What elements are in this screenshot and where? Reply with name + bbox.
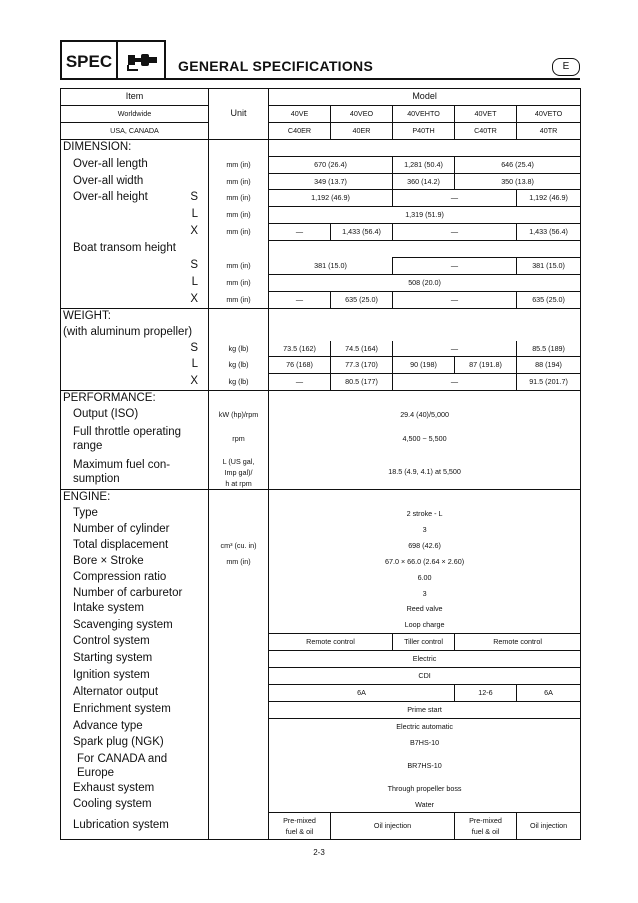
unit-cell: mm (in) <box>209 258 269 275</box>
value-cell: 73.5 (162) <box>269 341 331 357</box>
row-label: Compression ratio <box>73 570 167 583</box>
value-cell: — <box>393 341 517 357</box>
table-row <box>61 634 581 651</box>
model-cell: 40TR <box>517 122 581 139</box>
unit-cell: mm (in) <box>209 207 269 224</box>
value-cell: 76 (168) <box>269 357 331 374</box>
value-cell: Remote control <box>269 634 393 651</box>
variant-label: X <box>190 375 198 388</box>
table-row <box>61 506 581 522</box>
value-cell: 698 (42.6) <box>269 538 581 554</box>
table-row <box>61 139 581 156</box>
value-cell: 349 (13.7) <box>269 173 393 190</box>
spec-label: SPEC <box>60 40 118 80</box>
table-row <box>61 735 581 751</box>
unit-cell: mm (in) <box>209 156 269 173</box>
page-title: GENERAL SPECIFICATIONS <box>178 58 374 74</box>
table-row <box>61 617 581 633</box>
value-cell: 1,281 (50.4) <box>393 156 455 173</box>
value-cell: 87 (191.8) <box>455 357 517 374</box>
value-cell: 6A <box>269 684 455 701</box>
unit-line: Imp gal)/ <box>224 467 253 477</box>
variant-label: X <box>190 225 198 238</box>
unit-cell: kg (lb) <box>209 374 269 391</box>
table-row <box>61 538 581 554</box>
value-cell: 77.3 (170) <box>331 357 393 374</box>
model-cell: C40TR <box>455 122 517 139</box>
model-cell: 40VET <box>455 105 517 122</box>
value-cell: — <box>269 374 331 391</box>
row-label: Output (ISO) <box>73 408 139 421</box>
value-cell: 646 (25.4) <box>455 156 581 173</box>
row-label: Enrichment system <box>73 702 171 715</box>
model-header: Model <box>269 89 581 106</box>
value-cell: — <box>393 258 517 275</box>
row-label: Ignition system <box>73 669 150 682</box>
value-cell: 2 stroke - L <box>269 506 581 522</box>
row-label: Bore × Stroke <box>73 554 144 567</box>
value-cell: — <box>393 291 517 308</box>
model-cell: 40VETO <box>517 105 581 122</box>
variant-label: S <box>190 259 198 272</box>
table-row <box>61 105 581 122</box>
row-label-cont: Europe <box>77 766 115 779</box>
spec-table <box>60 88 581 840</box>
table-row <box>61 407 581 423</box>
table-row <box>61 156 581 173</box>
section-subtitle: (with aluminum propeller) <box>61 325 209 341</box>
value-cell: Oil injection <box>331 813 455 840</box>
model-cell: 40VE <box>269 105 331 122</box>
value-cell: 91.5 (201.7) <box>517 374 581 391</box>
table-row <box>61 308 581 324</box>
value-cell: 3 <box>269 586 581 602</box>
value-line: Pre-mixed <box>283 816 316 826</box>
table-row <box>61 207 581 224</box>
value-cell: 18.5 (4.9, 4.1) at 5,500 <box>269 455 581 490</box>
unit-cell: mm (in) <box>209 274 269 291</box>
table-row <box>61 341 581 357</box>
value-cell: Prime start <box>269 701 581 718</box>
table-row <box>61 490 581 506</box>
row-label: Boat transom height <box>73 242 176 255</box>
value-line: fuel & oil <box>471 827 500 837</box>
section-title: ENGINE: <box>61 490 209 506</box>
unit-cell: mm (in) <box>209 173 269 190</box>
table-row <box>61 797 581 813</box>
table-row <box>61 357 581 374</box>
value-cell: 12-6 <box>455 684 517 701</box>
model-cell: 40ER <box>331 122 393 139</box>
value-cell: 1,433 (56.4) <box>331 224 393 241</box>
value-cell: BR7HS-10 <box>269 751 581 781</box>
value-line: fuel & oil <box>285 827 314 837</box>
value-cell: 1,192 (46.9) <box>269 190 393 207</box>
value-cell: 670 (26.4) <box>269 156 393 173</box>
value-cell: Loop charge <box>269 617 581 633</box>
table-row <box>61 455 581 490</box>
table-row <box>61 325 581 341</box>
page-number: 2-3 <box>313 848 325 857</box>
row-label: Over-all width <box>73 174 144 187</box>
usa-label: USA, CANADA <box>61 122 209 139</box>
value-cell: 67.0 × 66.0 (2.64 × 2.60) <box>269 554 581 570</box>
unit-line: L (US gal, <box>222 456 255 466</box>
variant-label: L <box>191 275 198 288</box>
value-cell: 381 (15.0) <box>517 258 581 275</box>
value-cell: — <box>393 224 517 241</box>
header-rule <box>60 78 580 80</box>
table-header-row <box>61 89 581 106</box>
table-row <box>61 122 581 139</box>
row-label: Exhaust system <box>73 781 155 794</box>
variant-label: S <box>190 341 198 354</box>
value-cell: 74.5 (164) <box>331 341 393 357</box>
value-cell: 350 (13.8) <box>455 173 581 190</box>
value-cell: — <box>269 224 331 241</box>
table-row <box>61 274 581 291</box>
table-row <box>61 684 581 701</box>
row-label: Cooling system <box>73 797 152 810</box>
value-cell: Oil injection <box>517 813 581 840</box>
value-cell: B7HS-10 <box>269 735 581 751</box>
table-row <box>61 651 581 668</box>
section-title: DIMENSION: <box>61 139 209 156</box>
unit-cell: kW (hp)/rpm <box>209 407 269 423</box>
row-label: Total displacement <box>73 538 169 551</box>
row-label: Lubrication system <box>73 818 169 831</box>
value-cell: CDI <box>269 668 581 685</box>
row-label-cont: range <box>73 440 103 453</box>
value-cell: Electric <box>269 651 581 668</box>
language-badge: E <box>552 58 580 76</box>
table-row <box>61 586 581 602</box>
table-row <box>61 190 581 207</box>
model-cell: 40VEHTO <box>393 105 455 122</box>
value-cell: 1,319 (51.9) <box>269 207 581 224</box>
unit-cell: mm (in) <box>209 291 269 308</box>
value-cell: — <box>393 374 517 391</box>
unit-line: h at rpm <box>225 478 252 488</box>
value-cell: 1,192 (46.9) <box>517 190 581 207</box>
model-cell: C40ER <box>269 122 331 139</box>
value-cell: Reed valve <box>269 601 581 617</box>
table-row <box>61 781 581 797</box>
value-cell: — <box>269 291 331 308</box>
table-row <box>61 258 581 275</box>
value-cell: — <box>393 190 517 207</box>
unit-cell: mm (in) <box>209 190 269 207</box>
unit-cell: cm³ (cu. in) <box>209 538 269 554</box>
value-cell: 6.00 <box>269 570 581 586</box>
row-label: Scavenging system <box>73 618 173 631</box>
row-label: Advance type <box>73 719 143 732</box>
table-row <box>61 291 581 308</box>
row-label: Intake system <box>73 602 144 615</box>
value-cell: 6A <box>517 684 581 701</box>
table-row <box>61 751 581 781</box>
unit-cell: rpm <box>209 423 269 455</box>
section-title: PERFORMANCE: <box>61 391 209 407</box>
value-cell: 360 (14.2) <box>393 173 455 190</box>
row-label: Type <box>73 507 98 519</box>
value-cell: 1,433 (56.4) <box>517 224 581 241</box>
variant-label: S <box>190 191 198 204</box>
row-label: Full throttle operating <box>73 426 182 439</box>
micrometer-icon <box>116 40 166 80</box>
table-row <box>61 813 581 840</box>
row-label: Spark plug (NGK) <box>73 735 164 748</box>
unit-cell: mm (in) <box>209 554 269 570</box>
value-cell: Tiller control <box>393 634 455 651</box>
value-line: Pre-mixed <box>469 816 502 826</box>
row-label: For CANADA and <box>77 752 168 765</box>
table-row <box>61 701 581 718</box>
unit-cell: kg (lb) <box>209 357 269 374</box>
row-label: Number of cylinder <box>73 522 170 535</box>
section-title: WEIGHT: <box>61 308 209 324</box>
table-row <box>61 570 581 586</box>
model-cell: P40TH <box>393 122 455 139</box>
value-cell: Remote control <box>455 634 581 651</box>
table-row <box>61 601 581 617</box>
value-cell: 508 (20.0) <box>269 274 581 291</box>
row-label: Maximum fuel con- <box>73 459 171 472</box>
row-label: Over-all length <box>73 157 148 170</box>
value-cell: 85.5 (189) <box>517 341 581 357</box>
table-row <box>61 522 581 538</box>
table-row <box>61 224 581 241</box>
model-cell: 40VEO <box>331 105 393 122</box>
table-row <box>61 391 581 407</box>
unit-header: Unit <box>209 89 269 140</box>
value-cell: 29.4 (40)/5,000 <box>269 407 581 423</box>
variant-label: L <box>191 208 198 221</box>
table-row <box>61 554 581 570</box>
value-cell: Through propeller boss <box>269 781 581 797</box>
table-row <box>61 718 581 734</box>
value-cell: 88 (194) <box>517 357 581 374</box>
row-label-cont: sumption <box>73 473 120 486</box>
variant-label: L <box>191 358 198 371</box>
row-label: Alternator output <box>73 685 159 698</box>
row-label: Number of carburetor <box>73 586 183 599</box>
table-row <box>61 241 581 258</box>
value-cell: 80.5 (177) <box>331 374 393 391</box>
table-row <box>61 423 581 455</box>
row-label: Over-all height <box>73 191 148 204</box>
value-cell: Water <box>269 797 581 813</box>
value-cell: 635 (25.0) <box>331 291 393 308</box>
variant-label: X <box>190 292 198 305</box>
unit-cell: mm (in) <box>209 224 269 241</box>
table-row <box>61 374 581 391</box>
row-label: Control system <box>73 635 150 648</box>
worldwide-label: Worldwide <box>61 105 209 122</box>
page-header <box>60 40 580 82</box>
unit-cell: kg (lb) <box>209 341 269 357</box>
value-cell: 635 (25.0) <box>517 291 581 308</box>
value-cell: 3 <box>269 522 581 538</box>
row-label: Starting system <box>73 652 153 665</box>
value-cell: 90 (198) <box>393 357 455 374</box>
table-row <box>61 668 581 685</box>
table-row <box>61 173 581 190</box>
value-cell: 4,500 ~ 5,500 <box>269 423 581 455</box>
item-header: Item <box>61 89 209 106</box>
value-cell: Electric automatic <box>269 718 581 734</box>
value-cell: 381 (15.0) <box>269 258 393 275</box>
